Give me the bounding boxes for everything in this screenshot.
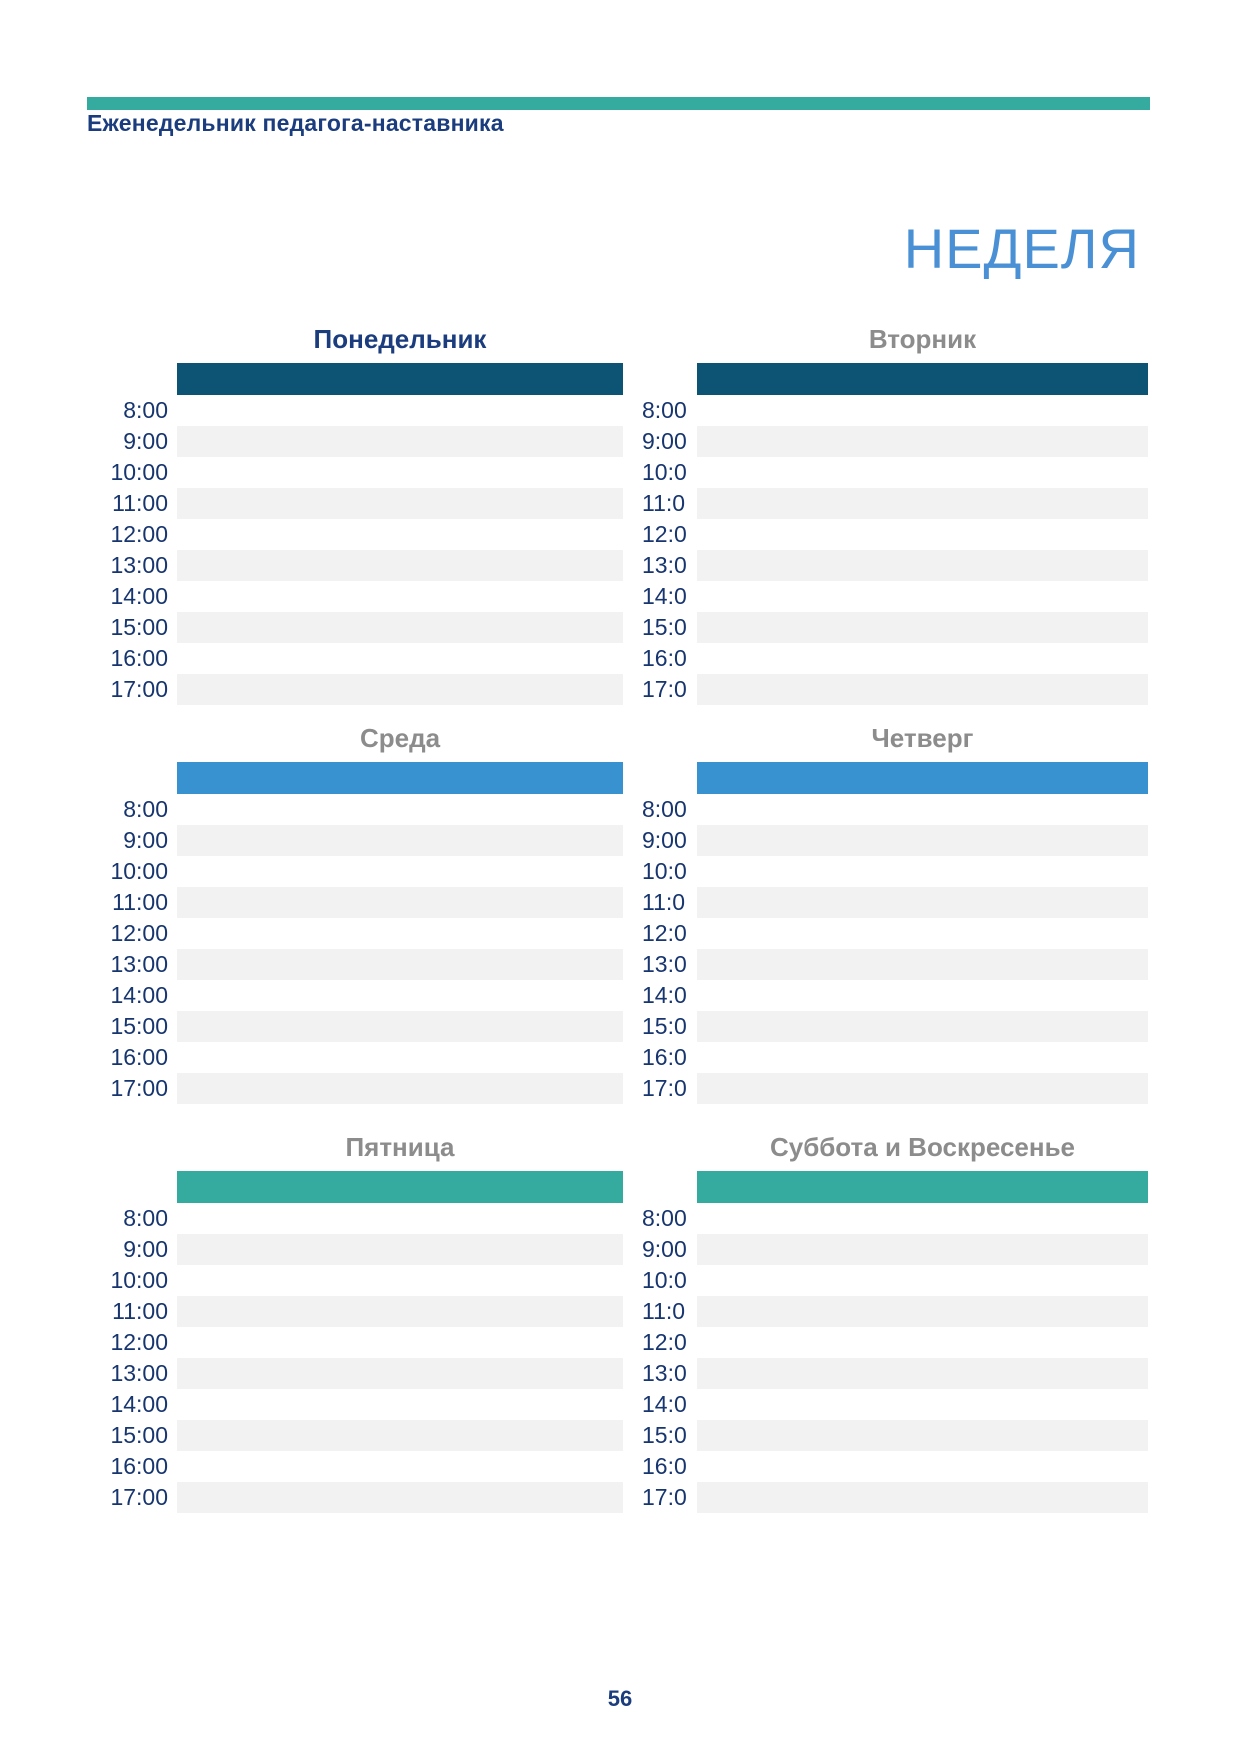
time-row [100,980,623,1011]
day-header-bar [697,363,1148,395]
time-label: 14:0 [642,982,687,1008]
planner-cell [177,1203,623,1234]
time-label: 8:00 [123,796,168,822]
day-block [642,323,1148,705]
day-title: Суббота и Воскресенье [769,1132,1076,1162]
time-row [642,1234,1148,1265]
time-row [642,794,1148,825]
time-label: 10:0 [642,1267,687,1293]
planner-cell [177,794,623,825]
time-row [100,1265,623,1296]
time-row [100,1451,623,1482]
time-label: 9:00 [642,1236,687,1262]
day-title: Понедельник [313,324,487,354]
time-row [642,918,1148,949]
time-label: 12:0 [642,1329,687,1355]
time-label: 17:00 [110,1484,168,1510]
time-row [100,457,623,488]
planner-cell [697,457,1148,488]
time-label: 16:00 [110,645,168,671]
page-number: 56 [607,1686,633,1711]
planner-cell [177,1482,623,1513]
planner-cell [697,1042,1148,1073]
planner-cell [177,980,623,1011]
time-row [642,825,1148,856]
time-row [642,980,1148,1011]
planner-cell [177,674,623,705]
planner-cell [177,581,623,612]
planner-cell [177,1420,623,1451]
time-row [642,1265,1148,1296]
time-label: 13:00 [110,1360,168,1386]
time-label: 10:00 [110,1267,168,1293]
time-label: 11:00 [112,889,168,915]
time-row [100,395,623,426]
time-row [642,1358,1148,1389]
time-row [100,1482,623,1513]
time-row [642,1482,1148,1513]
time-row [100,794,623,825]
planner-cell [697,1265,1148,1296]
planner-cell [697,612,1148,643]
time-row [100,426,623,457]
time-label: 9:00 [642,827,687,853]
time-label: 16:0 [642,1044,687,1070]
planner-cell [177,426,623,457]
time-row [642,1042,1148,1073]
time-label: 16:0 [642,1453,687,1479]
time-row [642,1296,1148,1327]
document-title: Еженедельник педагога-наставника [87,110,504,136]
time-label: 9:00 [123,1236,168,1262]
planner-cell [697,887,1148,918]
time-label: 10:0 [642,858,687,884]
planner-cell [177,1011,623,1042]
time-row [642,887,1148,918]
planner-cell [177,612,623,643]
time-label: 14:00 [110,982,168,1008]
planner-cell [177,1451,623,1482]
day-title: Пятница [345,1132,455,1162]
time-label: 12:0 [642,521,687,547]
time-row [100,581,623,612]
time-row [642,581,1148,612]
week-heading: НЕДЕЛЯ [903,217,1140,280]
time-row [100,1420,623,1451]
time-label: 11:00 [112,1298,168,1324]
time-row [642,550,1148,581]
day-block [642,1131,1148,1513]
time-label: 13:00 [110,951,168,977]
planner-cell [697,674,1148,705]
day-title: Вторник [868,324,977,354]
planner-cell [177,457,623,488]
time-label: 17:0 [642,676,687,702]
day-title: Среда [359,723,441,753]
time-row [642,949,1148,980]
time-row [100,519,623,550]
planner-cell [177,1389,623,1420]
planner-cell [697,949,1148,980]
time-row [642,1203,1148,1234]
time-row [642,519,1148,550]
time-label: 15:00 [110,1422,168,1448]
time-label: 15:0 [642,614,687,640]
time-label: 15:0 [642,1422,687,1448]
time-label: 17:00 [110,676,168,702]
time-row [642,395,1148,426]
planner-cell [177,1265,623,1296]
planner-cell [177,1358,623,1389]
planner-cell [177,1327,623,1358]
time-row [100,643,623,674]
time-label: 11:0 [642,1298,686,1324]
time-row [642,643,1148,674]
time-label: 16:0 [642,645,687,671]
planner-cell [697,1451,1148,1482]
time-row [642,674,1148,705]
time-row [100,1203,623,1234]
planner-cell [697,550,1148,581]
time-row [100,1073,623,1104]
time-label: 13:0 [642,1360,687,1386]
time-row [100,550,623,581]
time-label: 12:00 [110,1329,168,1355]
time-row [642,457,1148,488]
time-row [642,1327,1148,1358]
time-row [100,612,623,643]
time-row [100,1327,623,1358]
time-label: 15:0 [642,1013,687,1039]
day-block [100,722,623,1104]
planner-cell [697,825,1148,856]
time-label: 14:00 [110,1391,168,1417]
time-label: 13:0 [642,552,687,578]
time-label: 16:00 [110,1044,168,1070]
planner-cell [177,887,623,918]
time-label: 9:00 [642,428,687,454]
planner-cell [697,519,1148,550]
time-label: 15:00 [110,614,168,640]
time-row [100,1296,623,1327]
day-header-bar [697,762,1148,794]
planner-cell [697,794,1148,825]
time-label: 12:00 [110,521,168,547]
time-label: 16:00 [110,1453,168,1479]
planner-cell [177,1073,623,1104]
planner-cell [177,1296,623,1327]
planner-cell [697,980,1148,1011]
planner-cell [697,1327,1148,1358]
time-row [642,1073,1148,1104]
planner-cell [697,1234,1148,1265]
time-label: 17:00 [110,1075,168,1101]
planner-cell [697,1011,1148,1042]
time-row [642,1420,1148,1451]
time-label: 8:00 [642,397,687,423]
time-label: 8:00 [642,1205,687,1231]
planner-cell [177,825,623,856]
planner-cell [697,1482,1148,1513]
planner-cell [697,1073,1148,1104]
planner-cell [697,1296,1148,1327]
time-row [100,856,623,887]
planner-cell [697,1358,1148,1389]
planner-cell [177,395,623,426]
day-header-bar [697,1171,1148,1203]
time-row [100,1234,623,1265]
time-row [642,856,1148,887]
day-header-bar [177,363,623,395]
time-row [100,825,623,856]
time-row [100,1389,623,1420]
time-row [642,426,1148,457]
planner-cell [177,1042,623,1073]
time-row [642,1011,1148,1042]
time-label: 10:0 [642,459,687,485]
time-label: 10:00 [110,858,168,884]
planner-cell [177,643,623,674]
planner-cell [177,856,623,887]
planner-cell [697,856,1148,887]
planner-cell [177,949,623,980]
time-label: 11:0 [642,889,686,915]
time-label: 13:00 [110,552,168,578]
time-row [100,918,623,949]
time-row [100,887,623,918]
time-row [642,488,1148,519]
time-label: 9:00 [123,827,168,853]
time-row [100,1011,623,1042]
time-label: 12:00 [110,920,168,946]
time-label: 11:0 [642,490,686,516]
planner-cell [177,519,623,550]
planner-cell [697,643,1148,674]
planner-cell [697,1389,1148,1420]
planner-cell [177,550,623,581]
time-row [100,1358,623,1389]
time-label: 17:0 [642,1075,687,1101]
time-label: 10:00 [110,459,168,485]
time-label: 8:00 [123,1205,168,1231]
time-label: 9:00 [123,428,168,454]
planner-cell [697,1420,1148,1451]
day-header-bar [177,1171,623,1203]
time-label: 12:0 [642,920,687,946]
planner-cell [177,488,623,519]
time-row [642,1451,1148,1482]
day-title: Четверг [871,723,974,753]
time-label: 14:00 [110,583,168,609]
planner-cell [697,918,1148,949]
time-label: 17:0 [642,1484,687,1510]
day-block [642,722,1148,1104]
time-row [100,949,623,980]
day-block [100,323,623,705]
planner-cell [177,918,623,949]
time-label: 14:0 [642,583,687,609]
day-block [100,1131,623,1513]
time-row [642,612,1148,643]
time-label: 15:00 [110,1013,168,1039]
time-row [100,488,623,519]
time-label: 11:00 [112,490,168,516]
time-row [100,674,623,705]
time-label: 8:00 [123,397,168,423]
time-label: 14:0 [642,1391,687,1417]
time-label: 8:00 [642,796,687,822]
day-header-bar [177,762,623,794]
planner-cell [697,426,1148,457]
planner-cell [697,581,1148,612]
planner-cell [697,1203,1148,1234]
time-row [642,1389,1148,1420]
time-label: 13:0 [642,951,687,977]
planner-cell [697,488,1148,519]
time-row [100,1042,623,1073]
planner-cell [177,1234,623,1265]
planner-cell [697,395,1148,426]
